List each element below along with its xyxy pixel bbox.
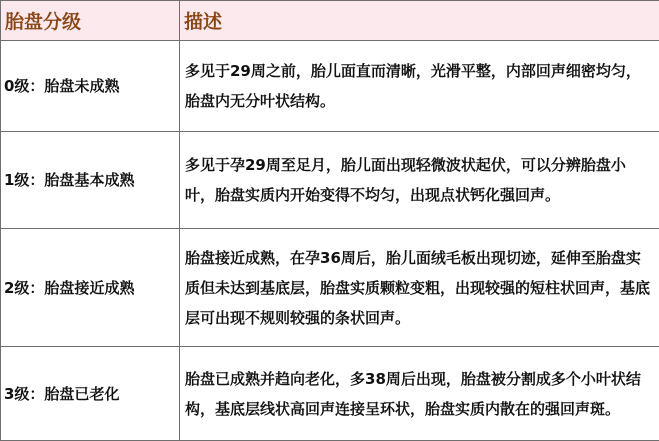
header-grade: 胎盘分级 xyxy=(1,1,180,41)
grade-cell: 0级：胎盘未成熟 xyxy=(1,41,180,132)
grade-cell: 3级：胎盘已老化 xyxy=(1,347,180,441)
grade-cell: 1级：胎盘基本成熟 xyxy=(1,132,180,229)
table-row xyxy=(1,347,659,441)
description-cell: 胎盘接近成熟，在孕36周后，胎儿面绒毛板出现切迹，延伸至胎盘实质但未达到基底层，胎盘实质颗粒变粗，出现较强的短柱状回声，基底层可出现不规则较强的条状回声。 xyxy=(180,229,659,347)
description-cell: 多见于29周之前，胎儿面直而清晰，光滑平整，内部回声细密均匀，胎盘内无分叶状结构。 xyxy=(180,41,659,132)
header-description: 描述 xyxy=(180,1,659,41)
table-row xyxy=(1,229,659,347)
description-cell: 胎盘已成熟并趋向老化，多38周后出现，胎盘被分割成多个小叶状结构，基底层线状高回声连接呈环状，胎盘实质内散在的强回声斑。 xyxy=(180,347,659,441)
description-cell: 多见于孕29周至足月，胎儿面出现轻微波状起伏，可以分辨胎盘小叶，胎盘实质内开始变得不均匀，出现点状钙化强回声。 xyxy=(180,132,659,229)
grade-cell: 2级：胎盘接近成熟 xyxy=(1,229,180,347)
table-header-row xyxy=(1,1,659,41)
table-row xyxy=(1,132,659,229)
table-row xyxy=(1,41,659,132)
